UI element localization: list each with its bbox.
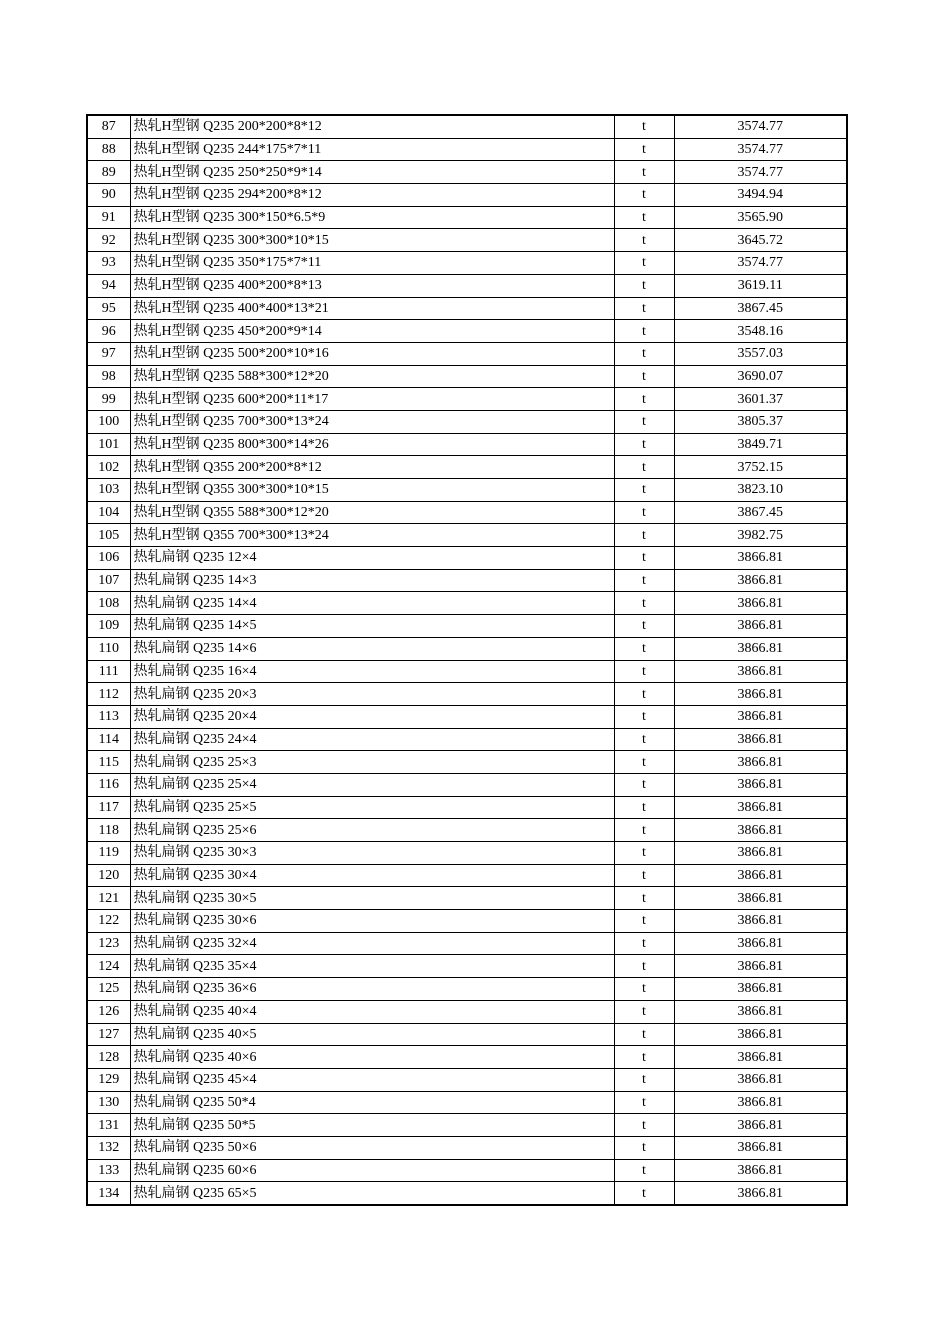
row-number: 99: [87, 388, 130, 411]
row-number: 114: [87, 728, 130, 751]
row-number: 97: [87, 342, 130, 365]
row-number: 117: [87, 796, 130, 819]
unit: t: [614, 320, 674, 343]
table-row: [87, 751, 847, 774]
row-number: 111: [87, 660, 130, 683]
table-row: [87, 433, 847, 456]
row-number: 129: [87, 1068, 130, 1091]
material-name: 热轧扁钢 Q235 36×6: [130, 978, 614, 1001]
material-name: 热轧扁钢 Q235 65×5: [130, 1182, 614, 1205]
unit: t: [614, 569, 674, 592]
table-row: [87, 796, 847, 819]
table-row: [87, 342, 847, 365]
unit: t: [614, 388, 674, 411]
unit-price: 3574.77: [674, 138, 847, 161]
table-row: [87, 728, 847, 751]
row-number: 98: [87, 365, 130, 388]
material-name: 热轧扁钢 Q235 45×4: [130, 1068, 614, 1091]
row-number: 112: [87, 683, 130, 706]
unit: t: [614, 978, 674, 1001]
table-row: [87, 252, 847, 275]
unit-price: 3866.81: [674, 910, 847, 933]
unit-price: 3866.81: [674, 615, 847, 638]
unit: t: [614, 1182, 674, 1205]
table-row: [87, 978, 847, 1001]
row-number: 89: [87, 161, 130, 184]
unit: t: [614, 819, 674, 842]
material-name: 热轧扁钢 Q235 20×4: [130, 705, 614, 728]
unit-price: 3690.07: [674, 365, 847, 388]
unit-price: 3823.10: [674, 479, 847, 502]
unit: t: [614, 161, 674, 184]
unit: t: [614, 1000, 674, 1023]
row-number: 109: [87, 615, 130, 638]
unit: t: [614, 342, 674, 365]
unit-price: 3866.81: [674, 592, 847, 615]
table-row: [87, 1023, 847, 1046]
unit: t: [614, 138, 674, 161]
unit-price: 3574.77: [674, 115, 847, 138]
row-number: 119: [87, 842, 130, 865]
unit: t: [614, 479, 674, 502]
table-row: [87, 955, 847, 978]
table-row: [87, 1159, 847, 1182]
unit: t: [614, 547, 674, 570]
material-name: 热轧H型钢 Q235 450*200*9*14: [130, 320, 614, 343]
material-name: 热轧扁钢 Q235 32×4: [130, 932, 614, 955]
unit: t: [614, 206, 674, 229]
row-number: 121: [87, 887, 130, 910]
table-row: [87, 206, 847, 229]
table-row: [87, 637, 847, 660]
unit: t: [614, 796, 674, 819]
row-number: 96: [87, 320, 130, 343]
material-name: 热轧H型钢 Q355 300*300*10*15: [130, 479, 614, 502]
table-row: [87, 932, 847, 955]
row-number: 102: [87, 456, 130, 479]
table-row: [87, 1091, 847, 1114]
row-number: 93: [87, 252, 130, 275]
row-number: 92: [87, 229, 130, 252]
row-number: 91: [87, 206, 130, 229]
table-row: [87, 479, 847, 502]
table-row: [87, 864, 847, 887]
unit: t: [614, 501, 674, 524]
row-number: 116: [87, 773, 130, 796]
row-number: 88: [87, 138, 130, 161]
unit: t: [614, 433, 674, 456]
unit-price: 3866.81: [674, 773, 847, 796]
unit-price: 3867.45: [674, 501, 847, 524]
row-number: 113: [87, 705, 130, 728]
unit: t: [614, 1159, 674, 1182]
unit-price: 3866.81: [674, 978, 847, 1001]
unit: t: [614, 297, 674, 320]
row-number: 122: [87, 910, 130, 933]
row-number: 108: [87, 592, 130, 615]
unit-price: 3601.37: [674, 388, 847, 411]
unit-price: 3866.81: [674, 1091, 847, 1114]
unit-price: 3619.11: [674, 274, 847, 297]
unit: t: [614, 751, 674, 774]
material-name: 热轧H型钢 Q355 700*300*13*24: [130, 524, 614, 547]
unit-price: 3574.77: [674, 252, 847, 275]
material-name: 热轧H型钢 Q235 294*200*8*12: [130, 184, 614, 207]
table-row: [87, 320, 847, 343]
table-row: [87, 388, 847, 411]
row-number: 127: [87, 1023, 130, 1046]
row-number: 133: [87, 1159, 130, 1182]
unit-price: 3557.03: [674, 342, 847, 365]
unit: t: [614, 955, 674, 978]
row-number: 87: [87, 115, 130, 138]
material-name: 热轧H型钢 Q235 300*150*6.5*9: [130, 206, 614, 229]
unit-price: 3866.81: [674, 637, 847, 660]
unit-price: 3866.81: [674, 1114, 847, 1137]
table-row: [87, 161, 847, 184]
unit: t: [614, 456, 674, 479]
unit: t: [614, 1068, 674, 1091]
row-number: 94: [87, 274, 130, 297]
unit-price: 3866.81: [674, 1136, 847, 1159]
unit: t: [614, 842, 674, 865]
unit: t: [614, 592, 674, 615]
unit: t: [614, 1136, 674, 1159]
material-name: 热轧扁钢 Q235 60×6: [130, 1159, 614, 1182]
unit: t: [614, 1091, 674, 1114]
material-name: 热轧H型钢 Q235 588*300*12*20: [130, 365, 614, 388]
unit-price: 3866.81: [674, 1159, 847, 1182]
material-name: 热轧扁钢 Q235 30×5: [130, 887, 614, 910]
material-name: 热轧扁钢 Q235 14×4: [130, 592, 614, 615]
row-number: 124: [87, 955, 130, 978]
unit-price: 3866.81: [674, 1000, 847, 1023]
unit-price: 3866.81: [674, 796, 847, 819]
unit: t: [614, 773, 674, 796]
table-row: [87, 184, 847, 207]
material-name: 热轧H型钢 Q235 700*300*13*24: [130, 410, 614, 433]
material-name: 热轧扁钢 Q235 14×6: [130, 637, 614, 660]
material-name: 热轧H型钢 Q235 250*250*9*14: [130, 161, 614, 184]
table-row: [87, 1182, 847, 1205]
row-number: 120: [87, 864, 130, 887]
unit-price: 3866.81: [674, 1182, 847, 1205]
unit: t: [614, 365, 674, 388]
material-name: 热轧扁钢 Q235 30×4: [130, 864, 614, 887]
unit-price: 3866.81: [674, 751, 847, 774]
row-number: 115: [87, 751, 130, 774]
table-row: [87, 910, 847, 933]
unit-price: 3645.72: [674, 229, 847, 252]
material-name: 热轧H型钢 Q235 300*300*10*15: [130, 229, 614, 252]
unit-price: 3494.94: [674, 184, 847, 207]
unit: t: [614, 410, 674, 433]
unit-price: 3866.81: [674, 864, 847, 887]
table-row: [87, 819, 847, 842]
unit: t: [614, 637, 674, 660]
unit: t: [614, 184, 674, 207]
material-name: 热轧H型钢 Q235 400*400*13*21: [130, 297, 614, 320]
table-row: [87, 660, 847, 683]
unit-price: 3752.15: [674, 456, 847, 479]
table-row: [87, 1046, 847, 1069]
material-name: 热轧扁钢 Q235 50×6: [130, 1136, 614, 1159]
unit: t: [614, 660, 674, 683]
row-number: 95: [87, 297, 130, 320]
material-name: 热轧扁钢 Q235 50*5: [130, 1114, 614, 1137]
row-number: 131: [87, 1114, 130, 1137]
material-name: 热轧扁钢 Q235 14×5: [130, 615, 614, 638]
unit: t: [614, 274, 674, 297]
material-name: 热轧扁钢 Q235 24×4: [130, 728, 614, 751]
material-name: 热轧扁钢 Q235 30×6: [130, 910, 614, 933]
material-name: 热轧H型钢 Q355 200*200*8*12: [130, 456, 614, 479]
price-table: [86, 114, 848, 1206]
material-name: 热轧H型钢 Q235 400*200*8*13: [130, 274, 614, 297]
unit-price: 3866.81: [674, 683, 847, 706]
material-name: 热轧H型钢 Q235 500*200*10*16: [130, 342, 614, 365]
material-name: 热轧扁钢 Q235 25×6: [130, 819, 614, 842]
unit-price: 3866.81: [674, 887, 847, 910]
unit-price: 3867.45: [674, 297, 847, 320]
unit-price: 3866.81: [674, 819, 847, 842]
table-row: [87, 842, 847, 865]
unit-price: 3982.75: [674, 524, 847, 547]
material-name: 热轧扁钢 Q235 35×4: [130, 955, 614, 978]
row-number: 101: [87, 433, 130, 456]
table-row: [87, 501, 847, 524]
material-name: 热轧扁钢 Q235 40×4: [130, 1000, 614, 1023]
row-number: 110: [87, 637, 130, 660]
unit: t: [614, 728, 674, 751]
table-row: [87, 705, 847, 728]
unit: t: [614, 115, 674, 138]
table-row: [87, 547, 847, 570]
table-row: [87, 456, 847, 479]
unit: t: [614, 910, 674, 933]
material-name: 热轧扁钢 Q235 14×3: [130, 569, 614, 592]
row-number: 104: [87, 501, 130, 524]
table-row: [87, 229, 847, 252]
row-number: 126: [87, 1000, 130, 1023]
unit-price: 3849.71: [674, 433, 847, 456]
table-row: [87, 297, 847, 320]
row-number: 118: [87, 819, 130, 842]
row-number: 103: [87, 479, 130, 502]
table-row: [87, 683, 847, 706]
table-row: [87, 1114, 847, 1137]
unit: t: [614, 864, 674, 887]
material-name: 热轧扁钢 Q235 25×5: [130, 796, 614, 819]
unit: t: [614, 705, 674, 728]
material-name: 热轧扁钢 Q235 12×4: [130, 547, 614, 570]
unit-price: 3574.77: [674, 161, 847, 184]
unit-price: 3866.81: [674, 955, 847, 978]
unit: t: [614, 932, 674, 955]
table-row: [87, 1000, 847, 1023]
material-name: 热轧扁钢 Q235 40×6: [130, 1046, 614, 1069]
unit-price: 3866.81: [674, 547, 847, 570]
table-row: [87, 524, 847, 547]
row-number: 90: [87, 184, 130, 207]
table-row: [87, 887, 847, 910]
table-row: [87, 138, 847, 161]
unit-price: 3866.81: [674, 842, 847, 865]
row-number: 128: [87, 1046, 130, 1069]
row-number: 106: [87, 547, 130, 570]
table-row: [87, 115, 847, 138]
unit: t: [614, 229, 674, 252]
table-row: [87, 615, 847, 638]
table-row: [87, 569, 847, 592]
material-name: 热轧H型钢 Q235 350*175*7*11: [130, 252, 614, 275]
row-number: 130: [87, 1091, 130, 1114]
material-name: 热轧扁钢 Q235 30×3: [130, 842, 614, 865]
material-name: 热轧扁钢 Q235 25×4: [130, 773, 614, 796]
unit-price: 3866.81: [674, 932, 847, 955]
table-row: [87, 1068, 847, 1091]
table-row: [87, 1136, 847, 1159]
material-name: 热轧扁钢 Q235 40×5: [130, 1023, 614, 1046]
unit: t: [614, 524, 674, 547]
row-number: 125: [87, 978, 130, 1001]
table-row: [87, 274, 847, 297]
material-name: 热轧H型钢 Q235 200*200*8*12: [130, 115, 614, 138]
unit: t: [614, 683, 674, 706]
unit: t: [614, 615, 674, 638]
unit-price: 3866.81: [674, 1046, 847, 1069]
unit: t: [614, 887, 674, 910]
unit-price: 3565.90: [674, 206, 847, 229]
unit-price: 3866.81: [674, 1068, 847, 1091]
material-name: 热轧扁钢 Q235 20×3: [130, 683, 614, 706]
table-row: [87, 592, 847, 615]
unit: t: [614, 1114, 674, 1137]
table-row: [87, 410, 847, 433]
price-table-body: [87, 115, 847, 1205]
row-number: 100: [87, 410, 130, 433]
unit-price: 3866.81: [674, 660, 847, 683]
row-number: 123: [87, 932, 130, 955]
row-number: 132: [87, 1136, 130, 1159]
material-name: 热轧H型钢 Q235 600*200*11*17: [130, 388, 614, 411]
row-number: 107: [87, 569, 130, 592]
table-row: [87, 773, 847, 796]
unit-price: 3866.81: [674, 728, 847, 751]
material-name: 热轧H型钢 Q235 244*175*7*11: [130, 138, 614, 161]
unit: t: [614, 1046, 674, 1069]
material-name: 热轧扁钢 Q235 25×3: [130, 751, 614, 774]
unit-price: 3866.81: [674, 1023, 847, 1046]
unit-price: 3805.37: [674, 410, 847, 433]
unit-price: 3866.81: [674, 569, 847, 592]
unit: t: [614, 252, 674, 275]
table-row: [87, 365, 847, 388]
material-name: 热轧扁钢 Q235 50*4: [130, 1091, 614, 1114]
row-number: 134: [87, 1182, 130, 1205]
material-name: 热轧H型钢 Q235 800*300*14*26: [130, 433, 614, 456]
row-number: 105: [87, 524, 130, 547]
material-name: 热轧H型钢 Q355 588*300*12*20: [130, 501, 614, 524]
unit-price: 3866.81: [674, 705, 847, 728]
unit-price: 3548.16: [674, 320, 847, 343]
unit: t: [614, 1023, 674, 1046]
material-name: 热轧扁钢 Q235 16×4: [130, 660, 614, 683]
